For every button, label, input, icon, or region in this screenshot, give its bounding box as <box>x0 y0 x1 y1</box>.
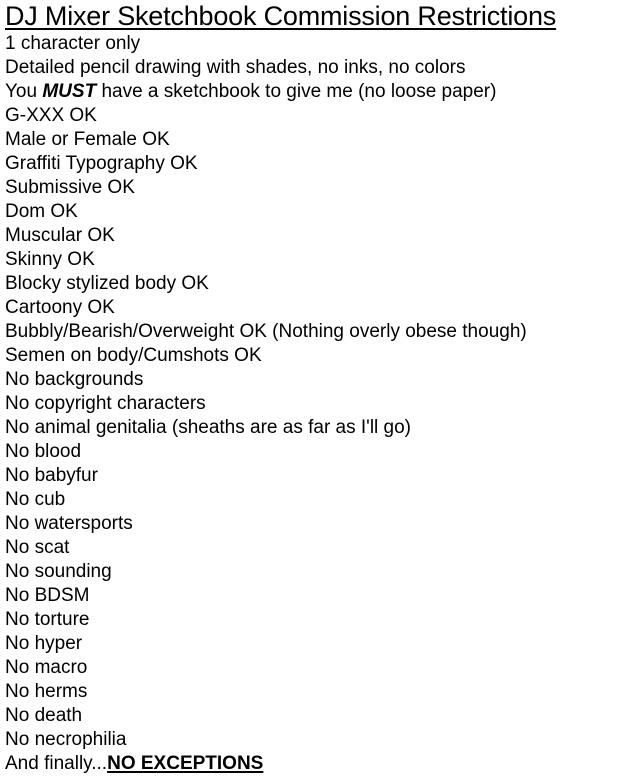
list-item: G-XXX OK <box>5 105 97 126</box>
rules-list <box>5 104 621 752</box>
list-item: No death <box>5 705 83 726</box>
sketchbook-before: You <box>5 81 43 102</box>
list-item: No copyright characters <box>5 393 206 414</box>
list-item: No watersports <box>5 513 133 534</box>
list-item: No necrophilia <box>5 729 127 750</box>
list-item: Submissive OK <box>5 177 135 198</box>
list-item: Skinny OK <box>5 249 95 270</box>
list-item-medium: Detailed pencil drawing with shades, no inks, no colors <box>5 57 466 78</box>
no-exceptions-emphasis: NO EXCEPTIONS <box>107 753 264 774</box>
closing-line <box>5 752 621 776</box>
closing-lead: And finally... <box>5 753 108 774</box>
list-item-character-count: 1 character only <box>5 33 141 54</box>
list-item: No blood <box>5 441 82 462</box>
list-item: No sounding <box>5 561 112 582</box>
page-title: DJ Mixer Sketchbook Commission Restrictions <box>5 1 557 31</box>
restrictions-list <box>5 32 621 104</box>
list-item: Dom OK <box>5 201 78 222</box>
list-item: Male or Female OK <box>5 129 170 150</box>
sketchbook-after: have a sketchbook to give me (no loose paper) <box>96 81 497 102</box>
list-item: No hyper <box>5 633 83 654</box>
list-item: No BDSM <box>5 585 90 606</box>
list-item: Bubbly/Bearish/Overweight OK (Nothing overly obese though) <box>5 321 527 342</box>
list-item: Semen on body/Cumshots OK <box>5 345 262 366</box>
list-item: No torture <box>5 609 90 630</box>
list-item: Cartoony OK <box>5 297 115 318</box>
list-item: No cub <box>5 489 66 510</box>
must-emphasis: MUST <box>42 81 97 102</box>
list-item: Blocky stylized body OK <box>5 273 209 294</box>
list-item: No babyfur <box>5 465 98 486</box>
list-item: Graffiti Typography OK <box>5 153 198 174</box>
list-item: No backgrounds <box>5 369 144 390</box>
list-item: Muscular OK <box>5 225 115 246</box>
list-item: No animal genitalia (sheaths are as far as I'll go) <box>5 417 411 438</box>
list-item: No macro <box>5 657 88 678</box>
list-item-sketchbook-requirement <box>5 80 621 104</box>
list-item: No scat <box>5 537 70 558</box>
closing-list <box>5 752 621 776</box>
list-item: No herms <box>5 681 88 702</box>
